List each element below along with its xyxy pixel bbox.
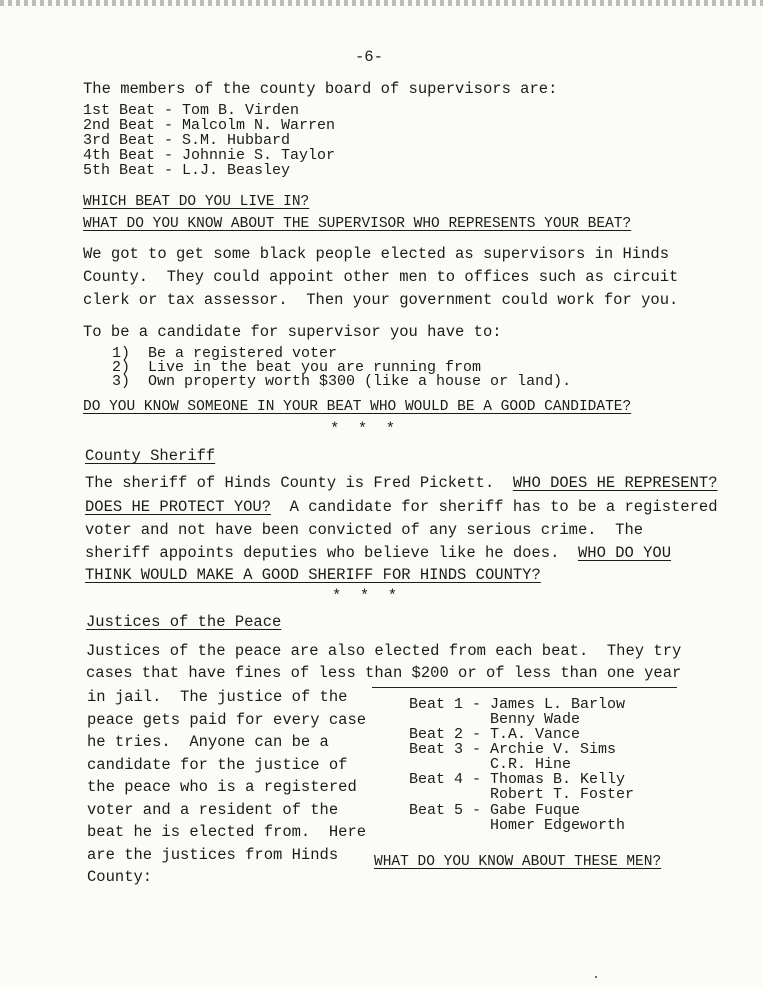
justice-list-entry: Beat 3 - Archie V. Sims (409, 741, 617, 758)
justices-text-line: voter and a resident of the (87, 801, 339, 819)
requirement-item: 1) Be a registered voter (112, 345, 338, 362)
justice-list-entry: Homer Edgeworth (409, 817, 626, 834)
supervisor-beat: 2nd Beat - Malcolm N. Warren (83, 117, 336, 134)
justices-intro-line: cases that have fines of less than $200 or of less than one year (86, 664, 682, 682)
justices-text-line: in jail. The justice of the (87, 688, 348, 706)
requirement-item: 3) Own property worth $300 (like a house or land). (112, 373, 572, 390)
justices-heading: Justices of the Peace (86, 613, 282, 631)
justice-list-entry: Benny Wade (409, 711, 581, 728)
justices-text-line: he tries. Anyone can be a (87, 733, 329, 751)
justices-intro-line: Justices of the peace are also elected from each beat. They try (86, 642, 682, 660)
justice-list-entry: Robert T. Foster (409, 786, 635, 803)
justices-text-line: the peace who is a registered (87, 778, 357, 796)
question-who-do-you: WHO DO YOU (577, 544, 671, 562)
supervisor-beat: 4th Beat - Johnnie S. Taylor (83, 147, 336, 164)
sheriff-line: voter and not have been convicted of any serious crime. The (85, 521, 644, 539)
speck-mark (595, 976, 597, 978)
justice-list-entry: Beat 5 - Gabe Fuque (409, 802, 581, 819)
sheriff-line-text: The sheriff of Hinds County is Fred Pickett. (85, 474, 513, 492)
sheriff-line (85, 472, 718, 495)
justice-list-entry: Beat 2 - T.A. Vance (409, 726, 581, 743)
sheriff-line-text: A candidate for sheriff has to be a registered (271, 498, 718, 516)
supervisors-paragraph-line: clerk or tax assessor. Then your government could work for you. (83, 291, 679, 309)
justice-list-entry: C.R. Hine (409, 756, 572, 773)
sheriff-line-text: sheriff appoints deputies who believe like he does. (85, 544, 578, 562)
justices-text-line: County: (87, 868, 153, 886)
sheriff-line (85, 542, 671, 565)
supervisors-intro: The members of the county board of supervisors are: (83, 80, 558, 98)
question-which-beat: WHICH BEAT DO YOU LIVE IN? (83, 194, 310, 210)
question-protect-you: DOES HE PROTECT YOU? (85, 498, 272, 516)
justice-list-entry: Beat 1 - James L. Barlow (409, 696, 626, 713)
question-who-represent: WHO DOES HE REPRESENT? (512, 474, 718, 492)
supervisor-beat: 1st Beat - Tom B. Virden (83, 102, 300, 119)
justices-text-line: beat he is elected from. Here (87, 823, 367, 841)
sheriff-line (85, 496, 718, 519)
supervisors-paragraph-line: County. They could appoint other men to offices such as circuit (83, 268, 679, 286)
justices-text-line: peace gets paid for every case (87, 711, 367, 729)
requirements-intro: To be a candidate for supervisor you have to: (83, 323, 502, 341)
question-good-sheriff: THINK WOULD MAKE A GOOD SHERIFF FOR HINDS COUNTY? (85, 566, 541, 584)
supervisors-paragraph-line: We got to get some black people elected as supervisors in Hinds (83, 245, 669, 263)
justice-list-entry: Beat 4 - Thomas B. Kelly (409, 771, 626, 788)
requirement-item: 2) Live in the beat you are running from (112, 359, 482, 376)
section-separator: * * * (330, 420, 396, 438)
page-number: -6- (355, 48, 383, 66)
justices-list-rule (372, 687, 677, 688)
justices-text-line: candidate for the justice of (87, 756, 348, 774)
supervisor-beat: 3rd Beat - S.M. Hubbard (83, 132, 291, 149)
sheriff-heading: County Sheriff (85, 447, 216, 465)
justices-text-line: are the justices from Hinds (87, 846, 339, 864)
question-good-candidate: DO YOU KNOW SOMEONE IN YOUR BEAT WHO WOULD BE A GOOD CANDIDATE? (83, 399, 632, 415)
page-top-edge (0, 0, 763, 6)
section-separator: * * * (332, 587, 398, 605)
question-supervisor: WHAT DO YOU KNOW ABOUT THE SUPERVISOR WHO REPRESENTS YOUR BEAT? (83, 216, 632, 232)
question-these-men: WHAT DO YOU KNOW ABOUT THESE MEN? (374, 854, 662, 870)
supervisor-beat: 5th Beat - L.J. Beasley (83, 162, 291, 179)
